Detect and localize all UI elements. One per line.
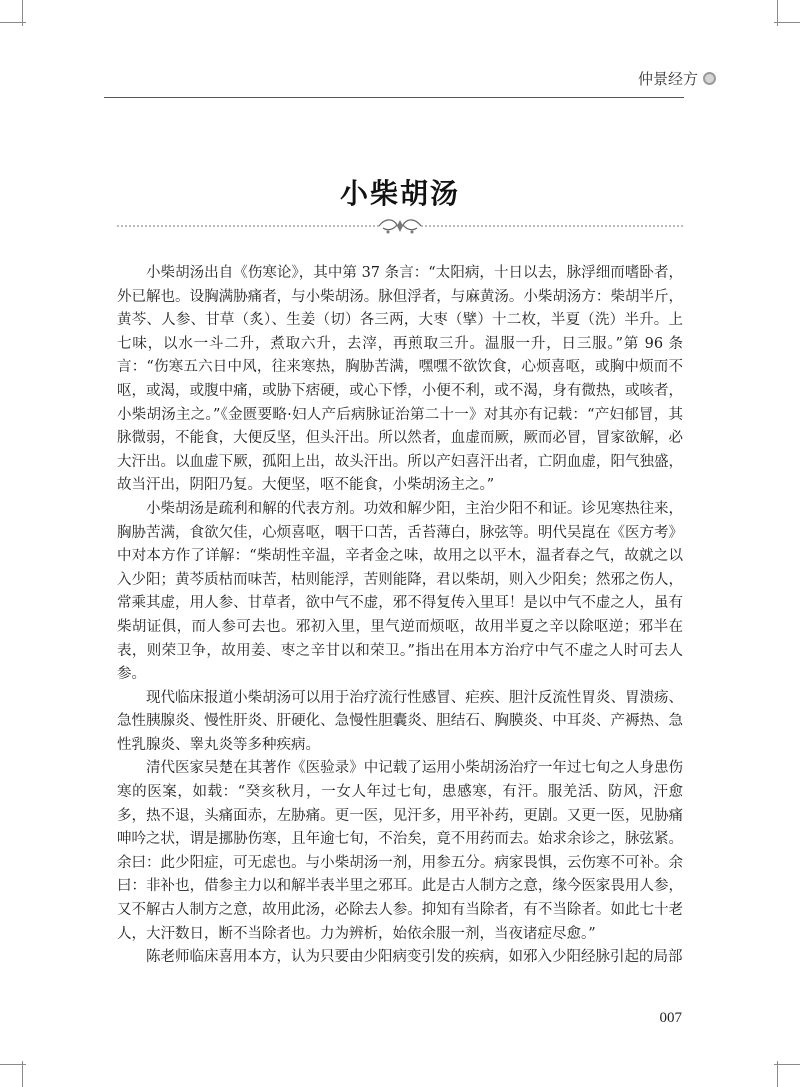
crop-mark-top-right-v	[777, 0, 778, 26]
body-text	[117, 262, 683, 970]
running-header	[638, 68, 716, 89]
paragraph: 小柴胡汤出自《伤寒论》，其中第 37 条言：“太阳病，十日以去，脉浮细而嗜卧者，外已解也。设胸满胁痛者，与小柴胡汤。脉但浮者，与麻黄汤。小柴胡汤方：柴胡半斤，黄芩、人参、甘草（炙）、生姜（切）各三两，大枣（擘）十二枚，半夏（洗）半升。上七味，以水一斗二升，煮取六升，去滓，再煎取三升。温服一升，日三服。”第 96 条言：“伤寒五六日中风，往来寒热，胸胁苦满，嘿嘿不欲饮食，心烦喜呕，或胸中烦而不呕，或渴，或腹中痛，或胁下痞硬，或心下悸，小便不利，或不渴，身有微热，或咳者，小柴胡汤主之。”《金匮要略·妇人产后病脉证治第二十一》对其亦有记载：“产妇郁冒，其脉微弱，不能食，大便反坚，但头汗出。所以然者，血虚而厥，厥而必冒，冒家欲解，必大汗出。以血虚下厥，孤阳上出，故头汗出。所以产妇喜汗出者，亡阴血虚，阳气独盛，故当汗出，阴阳乃复。大便坚，呕不能食，小柴胡汤主之。”	[117, 265, 683, 494]
paragraph: 陈老师临床喜用本方，认为只要由少阳病变引发的疾病，如邪入少阳经脉引起的局部	[146, 949, 683, 966]
circle-bullet-icon	[703, 72, 716, 85]
crop-mark-bottom-right-v	[777, 1061, 778, 1087]
paragraph: 清代医家吴楚在其著作《医验录》中记载了运用小柴胡汤治疗一年过七旬之人身患伤寒的医案，如载：“癸亥秋月，一女人年过七旬，患感寒，有汗。服羌活、防风，汗愈多，热不退，头痛面赤，左胁痛。更一医，见汗多，用平补药，更剧。又更一医，见胁痛呻吟之状，谓是挪胁伤寒，且年逾七旬，不治矣，竟不用药而去。始求余诊之，脉弦紧。余曰：此少阳症，可无虑也。与小柴胡汤一剂，用参五分。病家畏惧，云伤寒不可补。余曰：非补也，借参主力以和解半表半里之邪耳。此是古人制方之意，缘今医家畏用人参，又不解古人制方之意，故用此汤，必除去人参。抑知有当除者，有不当除者。如此七十老人，大汗数日，断不当除者也。力为辨析，始依余服一剂，当夜诸症尽愈。”	[117, 760, 683, 942]
page-title: 小柴胡汤	[339, 177, 460, 210]
running-header-title: 仲景经方	[637, 70, 698, 88]
page-number: 007	[659, 1010, 682, 1026]
ornamental-divider	[117, 214, 683, 238]
crop-mark-top-left-v	[22, 0, 23, 26]
paragraph: 小柴胡汤是疏利和解的代表方剂。功效和解少阳，主治少阳不和证。诊见寒热往来，胸胁苦满，食欲欠佳，心烦喜呕，咽干口苦，舌苔薄白，脉弦等。明代吴崑在《医方考》中对本方作了详解：“柴胡性辛温，辛者金之味，故用之以平木，温者春之气，故就之以入少阳；黄芩质枯而味苦，枯则能浮，苦则能降，君以柴胡，则入少阳矣；然邪之伤人，常乘其虚，用人参、甘草者，欲中气不虚，邪不得复传入里耳！是以中气不虚之人，虽有柴胡证俱，而人参可去也。邪初入里，里气逆而烦呕，故用半夏之辛以除呕逆；邪半在表，则荣卫争，故用姜、枣之辛甘以和荣卫。”指出在用本方治疗中气不虚之人时可去人参。	[117, 500, 683, 683]
crop-mark-bottom-left-v	[22, 1061, 23, 1087]
header-rule	[104, 97, 684, 98]
paragraph: 现代临床报道小柴胡汤可以用于治疗流行性感冒、疟疾、胆汁反流性胃炎、胃溃疡、急性胰腺炎、慢性肝炎、肝硬化、急慢性胆囊炎、胆结石、胸膜炎、中耳炎、产褥热、急性乳腺炎、睾丸炎等多种疾病。	[117, 689, 683, 753]
